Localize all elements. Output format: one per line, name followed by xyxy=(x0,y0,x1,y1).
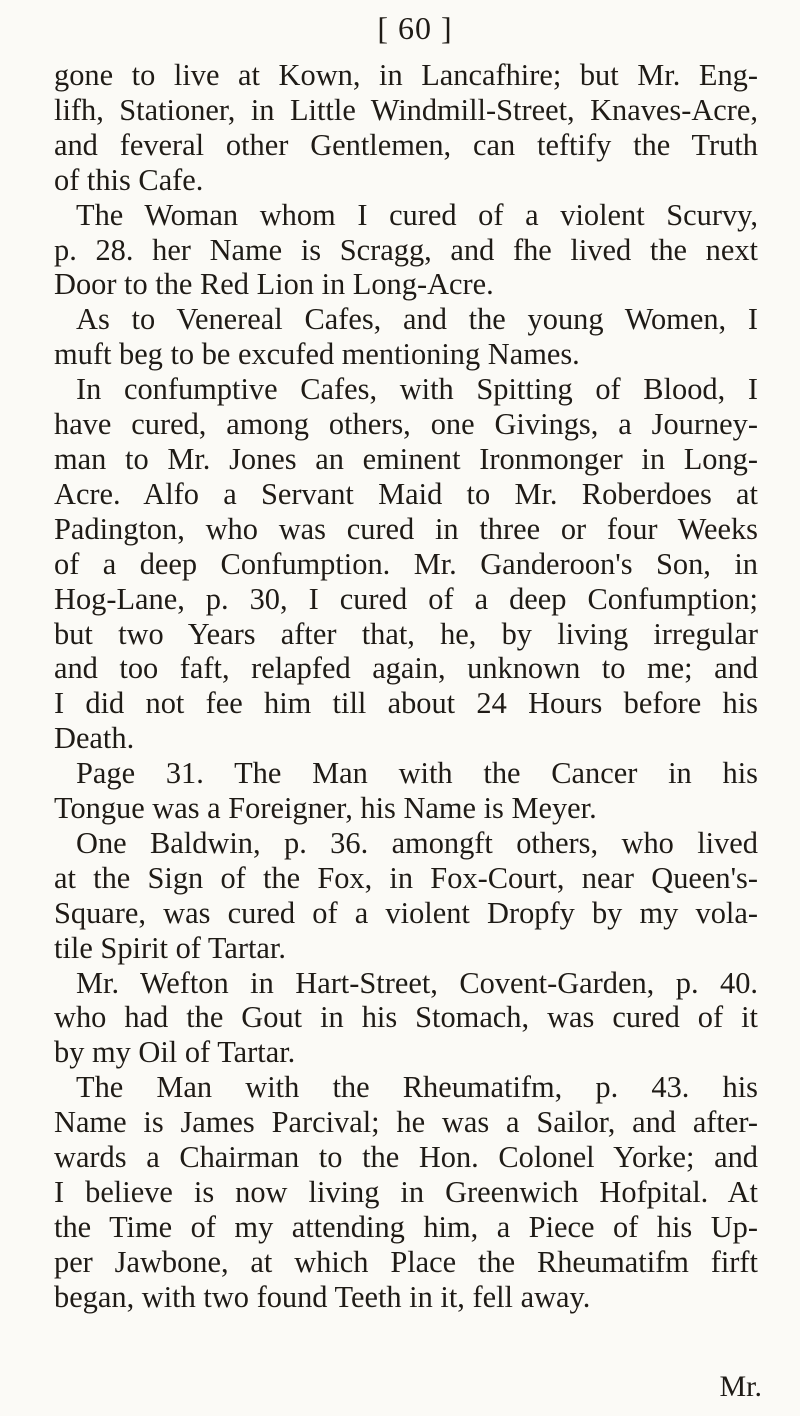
text-line: began, with two found Teeth in it, fell away. xyxy=(54,1279,591,1314)
text-line: muft beg to be excufed mentioning Names. xyxy=(54,337,580,372)
text-line: and feveral other Gentlemen, can teftify the Truth xyxy=(54,127,758,162)
text-line: have cured, among others, one Givings, a Journey- xyxy=(54,407,758,442)
body-text xyxy=(54,58,758,1315)
text-line: Padington, who was cured in three or four Weeks xyxy=(54,511,758,546)
page-number: [ 60 ] xyxy=(377,10,453,46)
text-line: The Man with the Rheumatifm, p. 43. his xyxy=(76,1070,758,1105)
text-line: but two Years after that, he, by living irregular xyxy=(54,616,758,651)
text-line: I believe is now living in Greenwich Hofpital. At xyxy=(54,1175,758,1209)
text-line: gone to live at Kown, in Lancafhire; but Mr. Eng- xyxy=(54,58,758,92)
catchword: Mr. xyxy=(719,1370,762,1403)
text-line: of a deep Confumption. Mr. Ganderoon's Son, in xyxy=(54,546,758,581)
text-line: p. 28. her Name is Scragg, and fhe lived the next xyxy=(54,232,758,267)
text-line: the Time of my attending him, a Piece of his Up- xyxy=(54,1209,758,1244)
text-line: wards a Chairman to the Hon. Colonel Yorke; and xyxy=(54,1140,758,1175)
text-line: Page 31. The Man with the Cancer in his xyxy=(76,756,758,791)
text-line: I did not fee him till about 24 Hours before his xyxy=(54,686,758,721)
text-line: and too faft, relapfed again, unknown to me; and xyxy=(54,651,758,686)
text-line: per Jawbone, at which Place the Rheumatifm firft xyxy=(54,1244,758,1279)
text-line: who had the Gout in his Stomach, was cured of it xyxy=(54,1000,758,1035)
text-line: As to Venereal Cafes, and the young Women, I xyxy=(76,302,758,337)
text-line: Death. xyxy=(54,721,135,756)
text-line: at the Sign of the Fox, in Fox-Court, near Queen's- xyxy=(54,860,758,895)
text-line: Mr. Wefton in Hart-Street, Covent-Garden, p. 40. xyxy=(76,965,758,1000)
text-line: Door to the Red Lion in Long-Acre. xyxy=(54,267,494,302)
text-line: Tongue was a Foreigner, his Name is Meyer. xyxy=(54,791,597,826)
text-line: One Baldwin, p. 36. amongft others, who lived xyxy=(76,825,758,860)
text-line: In confumptive Cafes, with Spitting of Blood, I xyxy=(76,372,758,407)
text-line: man to Mr. Jones an eminent Ironmonger in Long- xyxy=(54,441,758,476)
text-line: Acre. Alfo a Servant Maid to Mr. Roberdoes at xyxy=(54,476,758,511)
text-line: Name is James Parcival; he was a Sailor, and after- xyxy=(54,1105,758,1140)
text-line: by my Oil of Tartar. xyxy=(54,1035,296,1070)
text-line: Hog-Lane, p. 30, I cured of a deep Confumption; xyxy=(54,581,758,616)
text-line: lifh, Stationer, in Little Windmill-Street, Knaves-Acre, xyxy=(54,92,758,127)
text-line: of this Cafe. xyxy=(54,162,204,197)
text-line: Square, was cured of a violent Dropfy by my vola- xyxy=(54,895,758,930)
text-line: tile Spirit of Tartar. xyxy=(54,930,286,965)
text-line: The Woman whom I cured of a violent Scurvy, xyxy=(76,197,758,232)
